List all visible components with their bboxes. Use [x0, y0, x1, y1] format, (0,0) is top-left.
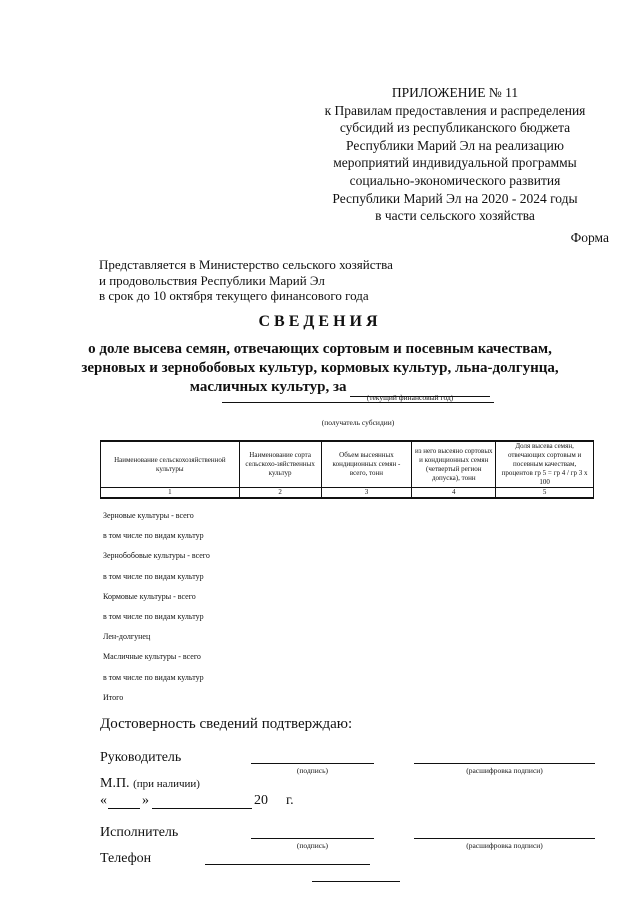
appendix-line: к Правилам предоставления и распределения — [324, 102, 586, 118]
table-header-cell: Доля высева семян, отвечающих сортовым и посевным качествам, процентов гр 5 = гр 4 / гр 3 х 100 — [496, 441, 594, 488]
table-header-cell: Наименование сорта сельскохо-зяйственных культур — [239, 441, 321, 488]
head-decode-field[interactable] — [414, 763, 595, 764]
executor-signature-field[interactable] — [251, 838, 374, 839]
phone-field[interactable] — [205, 864, 370, 865]
date-day-field[interactable] — [108, 808, 140, 809]
appendix-line: в части сельского хозяйства — [375, 208, 535, 224]
table-row: в том числе по видам культур — [103, 672, 204, 682]
document-subtitle — [0, 340, 640, 397]
appendix-line: Республики Марий Эл на 2020 - 2024 годы — [332, 190, 578, 206]
date-quote-open: « — [100, 793, 107, 808]
submission-line: Представляется в Министерство сельского хозяйства — [99, 257, 393, 272]
signature-caption: (подпись) — [296, 841, 329, 850]
crop-rows — [103, 511, 210, 713]
phone-label: Телефон — [100, 851, 152, 866]
table-row: в том числе по видам культур — [103, 531, 204, 541]
document-title: СВЕДЕНИЯ — [258, 313, 382, 330]
date-year: 20 — [254, 793, 268, 808]
head-signature-field[interactable] — [251, 763, 374, 764]
subtitle-line: масличных культур, за — [189, 379, 347, 395]
appendix-line: ПРИЛОЖЕНИЕ № 11 — [391, 85, 519, 100]
seed-table — [100, 440, 594, 499]
form-label: Форма — [570, 230, 609, 245]
column-number: 5 — [496, 488, 594, 499]
stamp-label: М.П. — [100, 776, 130, 791]
decode-caption: (расшифровка подписи) — [466, 766, 543, 775]
subtitle-line-3 — [0, 378, 640, 397]
appendix-line: мероприятий индивидуальной программы — [333, 155, 577, 171]
table-row: Лен-долгунец — [103, 632, 151, 642]
submission-line: в срок до 10 октября текущего финансового года — [99, 288, 369, 303]
date-line — [100, 793, 360, 811]
year-caption: (текущий финансовый год) — [366, 393, 454, 402]
table-header-cell: из него высеяно сортовых и кондиционных семян (четвертый регион допуска), тонн — [412, 441, 496, 488]
table-header-cell: Объем высеянных кондиционных семян - всего, тонн — [321, 441, 412, 488]
table-header-cell: Наименование сельскохозяйственной культуры — [101, 441, 240, 488]
footer-divider — [312, 881, 400, 882]
table-row: Зернобобовые культуры - всего — [103, 551, 210, 561]
column-number: 4 — [412, 488, 496, 499]
table-row: в том числе по видам культур — [103, 611, 204, 621]
confirm-statement: Достоверность сведений подтверждаю: — [100, 716, 353, 732]
signature-caption: (подпись) — [296, 766, 329, 775]
date-quote-close: » — [142, 793, 149, 808]
table-row: Итого — [103, 692, 124, 702]
head-label: Руководитель — [100, 750, 182, 765]
table-number-row — [101, 488, 594, 499]
column-number: 2 — [239, 488, 321, 499]
date-month-field[interactable] — [152, 808, 252, 809]
subtitle-line: о доле высева семян, отвечающих сортовым и посевным качествам, — [88, 341, 552, 357]
table-row: Зерновые культуры - всего — [103, 511, 194, 520]
stamp-line — [100, 776, 200, 792]
column-number: 3 — [321, 488, 412, 499]
table-row: Масличные культуры - всего — [103, 652, 201, 662]
table-row: Кормовые культуры - всего — [103, 591, 196, 601]
submission-line: и продовольствия Республики Марий Эл — [99, 272, 325, 288]
appendix-line: субсидий из республиканского бюджета — [339, 120, 571, 136]
column-number: 1 — [101, 488, 240, 499]
decode-caption: (расшифровка подписи) — [466, 841, 543, 850]
stamp-note: (при наличии) — [133, 778, 200, 790]
subtitle-line: зерновых и зернобобовых культур, кормовых культур, льна-долгунца, — [81, 360, 559, 376]
recipient-blank-field[interactable] — [222, 402, 494, 403]
recipient-caption: (получатель субсидии) — [321, 418, 395, 427]
submission-note — [99, 257, 393, 304]
appendix-line: Республики Марий Эл на реализацию — [346, 137, 564, 153]
appendix-line: социально-экономического развития — [349, 172, 561, 188]
executor-decode-field[interactable] — [414, 838, 595, 839]
table-row: в том числе по видам культур — [103, 571, 204, 581]
table-header-row — [101, 441, 594, 488]
appendix-header — [300, 84, 610, 225]
date-suffix: г. — [286, 793, 294, 808]
executor-label: Исполнитель — [100, 825, 179, 840]
